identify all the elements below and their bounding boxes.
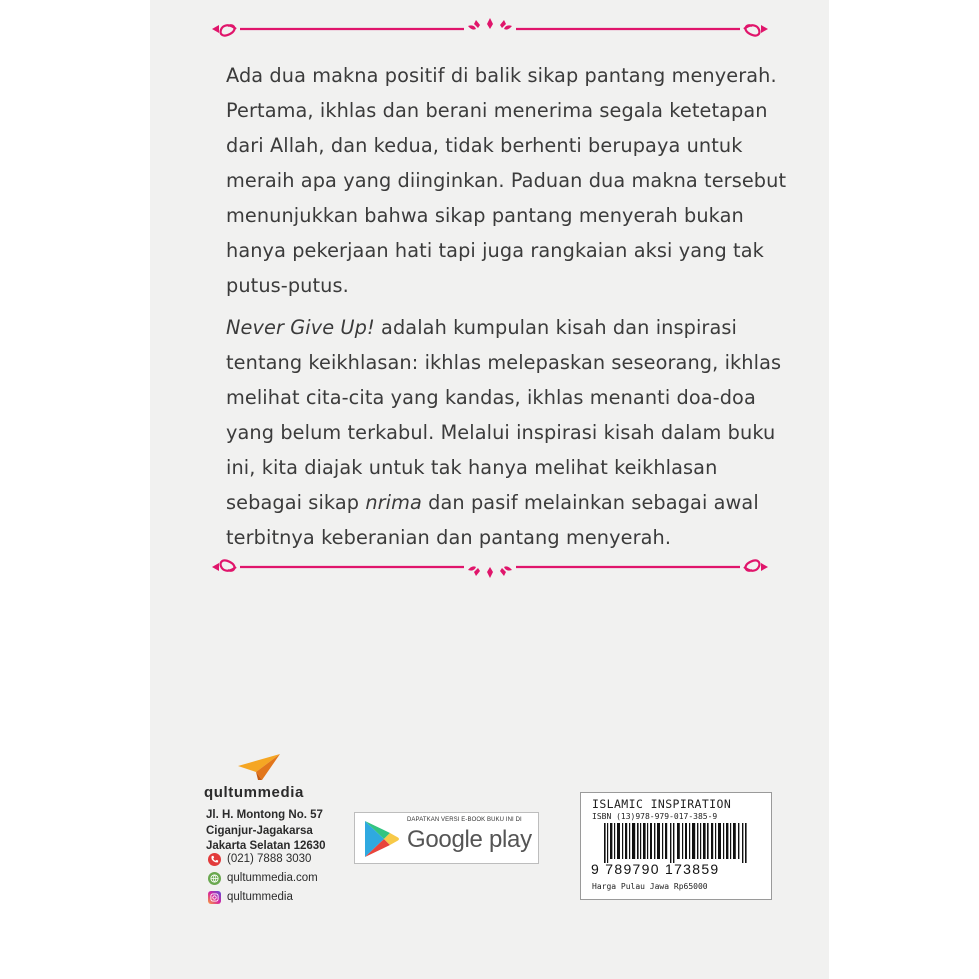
blurb-paragraph-2: [226, 310, 782, 555]
blurb-line: Pertama, ikhlas dan berani menerima segala ketetapan: [226, 99, 768, 122]
blurb-paragraph-1: [226, 58, 787, 303]
globe-icon: [208, 872, 221, 885]
blurb-line: putus-putus.: [226, 274, 349, 297]
google-play-caption: DAPATKAN VERSI E-BOOK BUKU INI DI: [407, 817, 522, 823]
blurb-line: [226, 310, 766, 345]
contact-phone: [208, 851, 311, 867]
ornament-divider-bottom: [210, 552, 770, 582]
instagram-handle: qultummedia: [227, 891, 293, 903]
paper-plane-logo: [236, 752, 282, 782]
google-play-badge[interactable]: [354, 812, 539, 864]
phone-number: (021) 7888 3030: [227, 853, 312, 865]
blurb-line: dari Allah, dan kedua, tidak berhenti berupaya untuk: [226, 134, 743, 157]
blurb-text: sebagai sikap: [226, 491, 366, 514]
blurb-line: meraih apa yang diinginkan. Paduan dua makna tersebut: [226, 169, 787, 192]
isbn-barcode-block: [580, 792, 772, 900]
website-url: qultummedia.com: [227, 872, 318, 884]
blurb-text: dan pasif melainkan sebagai awal: [421, 491, 759, 514]
blurb-line: yang belum terkabul. Melalui inspirasi kisah dalam buku: [226, 421, 776, 444]
address-line: Jakarta Selatan 12630: [206, 840, 326, 852]
publisher-address: [206, 808, 326, 855]
blurb-line: ini, kita diajak untuk tak hanya melihat keikhlasan: [226, 456, 718, 479]
book-back-cover: [150, 0, 829, 979]
italic-word: nrima: [365, 491, 422, 514]
blurb-line: Ada dua makna positif di balik sikap pantang menyerah.: [226, 64, 777, 87]
contact-website: [208, 870, 318, 886]
book-title-italic: Never Give Up!: [226, 316, 375, 339]
blurb-line: tentang keikhlasan: ikhlas melepaskan seseorang, ikhlas: [226, 351, 782, 374]
ornament-divider-top: [210, 14, 770, 44]
blurb-line: hanya pekerjaan hati tapi juga rangkaian aksi yang tak: [226, 239, 764, 262]
blurb-line: menunjukkan bahwa sikap pantang menyerah bukan: [226, 204, 744, 227]
google-play-label: Google play: [407, 826, 532, 853]
blurb-line: terbitnya keberanian dan pantang menyerah.: [226, 526, 672, 549]
blurb-line: [226, 485, 766, 520]
blurb-text: adalah kumpulan kisah dan inspirasi: [374, 316, 737, 339]
barcode-digits: 9 789790 173859: [591, 861, 720, 877]
instagram-icon: [208, 891, 221, 904]
blurb-line: melihat cita-cita yang kandas, ikhlas menanti doa-doa: [226, 386, 756, 409]
isbn-number: ISBN (13)978-979-017-385-9: [592, 812, 718, 821]
publisher-name: qultummedia: [204, 784, 304, 801]
google-play-logo: [362, 819, 400, 859]
phone-icon: [208, 853, 221, 866]
address-line: Ciganjur-Jagakarsa: [206, 824, 313, 837]
address-line: Jl. H. Montong No. 57: [206, 809, 323, 821]
contact-instagram: [208, 889, 293, 905]
book-category: ISLAMIC INSPIRATION: [592, 797, 732, 811]
book-price: Harga Pulau Jawa Rp65000: [592, 882, 708, 891]
